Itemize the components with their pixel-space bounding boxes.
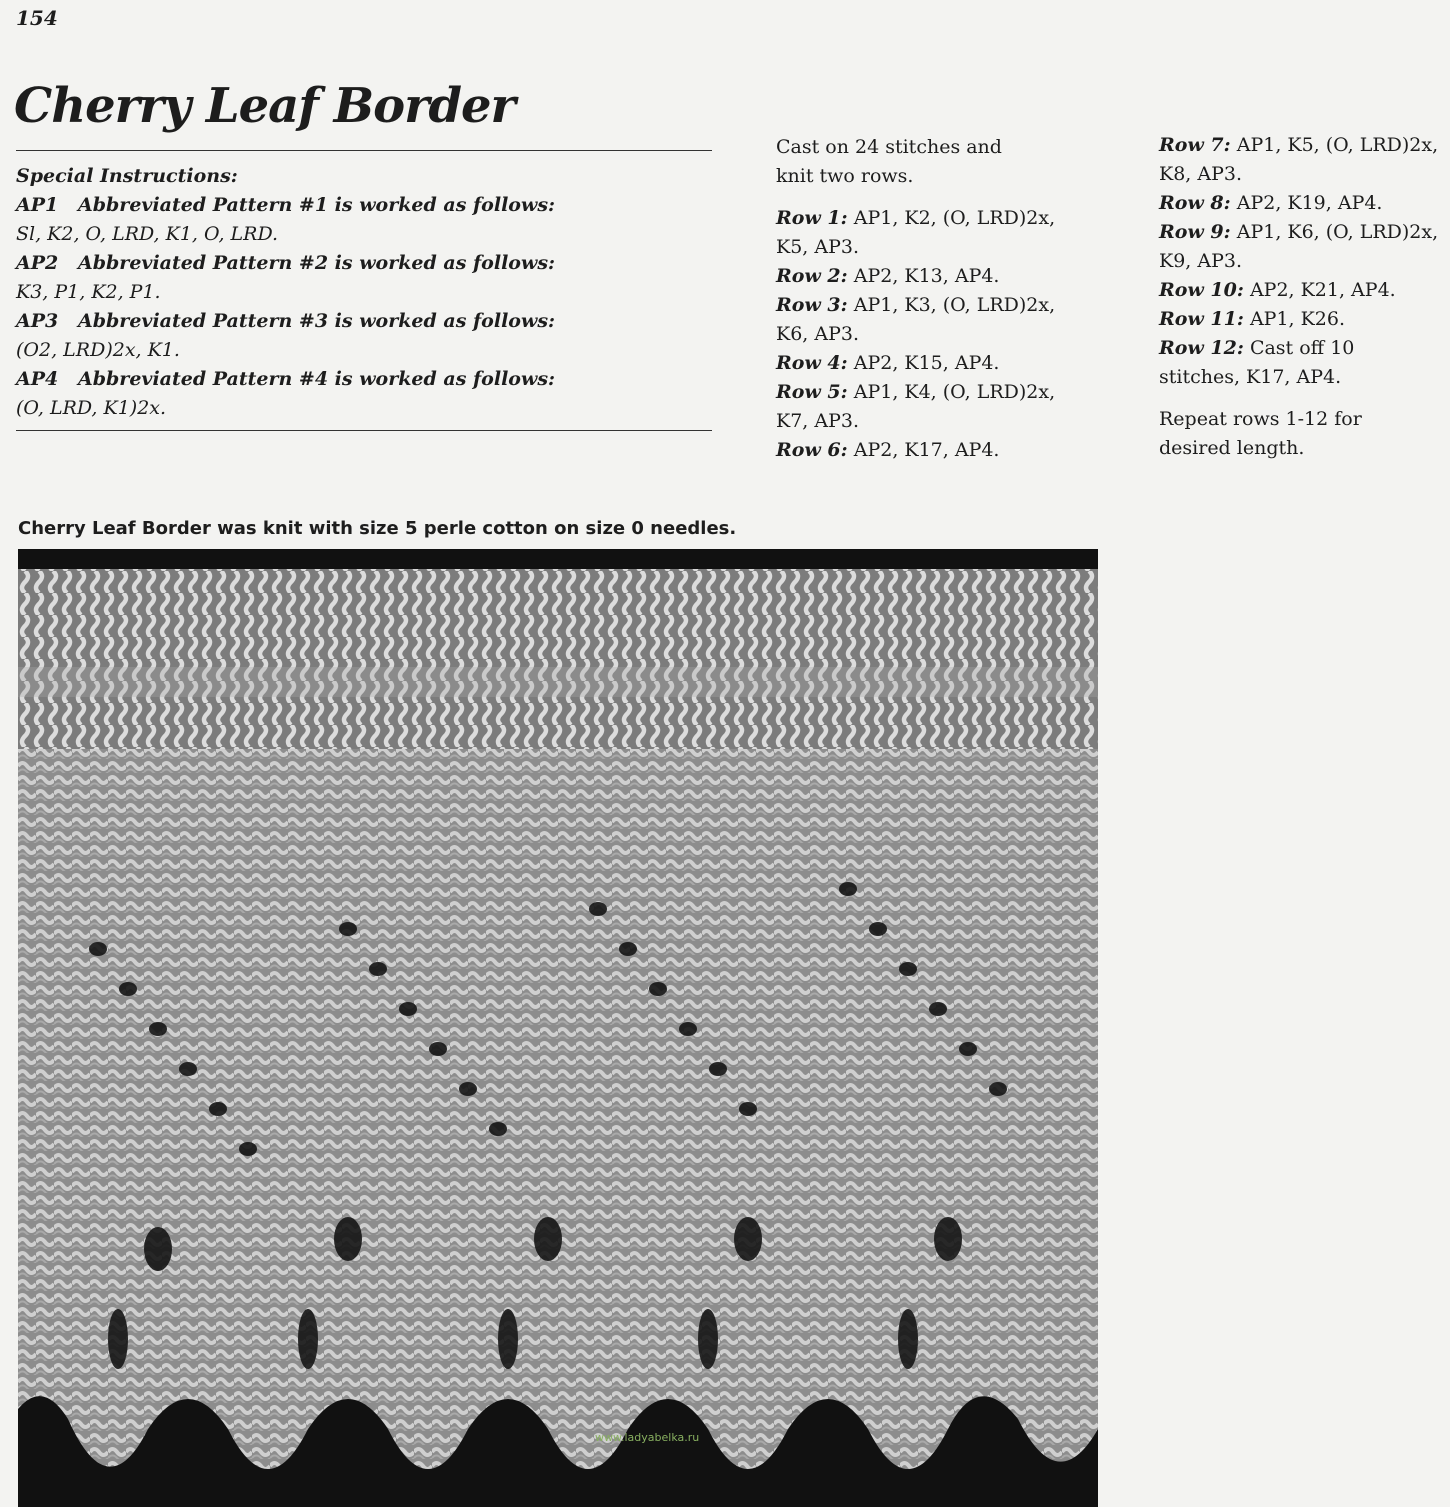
divider-bottom <box>16 430 712 431</box>
ap3-abbr: AP3 <box>16 310 59 332</box>
ap4-abbr: AP4 <box>16 368 59 390</box>
row-3 <box>776 291 1136 320</box>
photo-caption: Cherry Leaf Border was knit with size 5 perle cotton on size 0 needles. <box>18 518 737 539</box>
cast-on-line: Cast on 24 stitches and <box>776 136 1002 158</box>
row-2 <box>776 262 1136 291</box>
row-label: Row 3: <box>776 294 848 316</box>
repeat-line: Repeat rows 1-12 for <box>1159 408 1362 430</box>
watermark: www.ladyabelka.ru <box>595 1431 700 1444</box>
cast-on-line: knit two rows. <box>776 165 914 187</box>
instructions-column-2 <box>1159 131 1449 463</box>
ap4-steps: (O, LRD, K1)2x. <box>16 397 167 419</box>
row-text: AP1, K4, (O, LRD)2x, <box>853 381 1056 403</box>
row-8 <box>1159 189 1449 218</box>
repeat-instruction <box>1159 405 1449 463</box>
cast-on-instruction <box>776 133 1136 191</box>
ap3-definition <box>16 307 716 336</box>
ap1-definition <box>16 191 716 220</box>
row-4 <box>776 349 1136 378</box>
ap2-definition <box>16 249 716 278</box>
row-label: Row 2: <box>776 265 848 287</box>
ap2-steps: K3, P1, K2, P1. <box>16 281 161 303</box>
row-3-cont: K6, AP3. <box>776 323 859 345</box>
row-text: AP1, K3, (O, LRD)2x, <box>853 294 1056 316</box>
row-label: Row 8: <box>1159 192 1231 214</box>
row-12-cont: stitches, K17, AP4. <box>1159 366 1342 388</box>
row-label: Row 10: <box>1159 279 1244 301</box>
page-number: 154 <box>16 6 58 30</box>
row-5-cont: K7, AP3. <box>776 410 859 432</box>
row-9-cont: K9, AP3. <box>1159 250 1242 272</box>
repeat-line: desired length. <box>1159 437 1305 459</box>
row-text: AP1, K2, (O, LRD)2x, <box>853 207 1056 229</box>
row-9 <box>1159 218 1449 247</box>
row-label: Row 6: <box>776 439 848 461</box>
row-text: AP2, K17, AP4. <box>853 439 1000 461</box>
row-5 <box>776 378 1136 407</box>
special-instructions <box>16 162 716 423</box>
row-10 <box>1159 276 1449 305</box>
row-12 <box>1159 334 1449 363</box>
row-11 <box>1159 305 1449 334</box>
special-instructions-heading: Special Instructions: <box>16 165 238 187</box>
divider-top <box>16 150 712 151</box>
row-7-cont: K8, AP3. <box>1159 163 1242 185</box>
row-1 <box>776 204 1136 233</box>
ap3-description: Abbreviated Pattern #3 is worked as follows: <box>78 310 556 332</box>
row-label: Row 11: <box>1159 308 1244 330</box>
page-title: Cherry Leaf Border <box>14 78 515 134</box>
row-text: AP2, K21, AP4. <box>1249 279 1396 301</box>
row-text: AP2, K15, AP4. <box>853 352 1000 374</box>
row-6 <box>776 436 1136 465</box>
row-label: Row 12: <box>1159 337 1244 359</box>
ap2-abbr: AP2 <box>16 252 59 274</box>
row-text: Cast off 10 <box>1249 337 1355 359</box>
ap1-description: Abbreviated Pattern #1 is worked as follows: <box>78 194 556 216</box>
ap1-abbr: AP1 <box>16 194 59 216</box>
row-1-cont: K5, AP3. <box>776 236 859 258</box>
row-label: Row 4: <box>776 352 848 374</box>
row-text: AP1, K6, (O, LRD)2x, <box>1236 221 1439 243</box>
row-label: Row 5: <box>776 381 848 403</box>
ap2-description: Abbreviated Pattern #2 is worked as follows: <box>78 252 556 274</box>
ap3-steps: (O2, LRD)2x, K1. <box>16 339 180 361</box>
row-label: Row 1: <box>776 207 848 229</box>
row-text: AP2, K19, AP4. <box>1236 192 1383 214</box>
row-text: AP1, K5, (O, LRD)2x, <box>1236 134 1439 156</box>
row-text: AP1, K26. <box>1249 308 1346 330</box>
row-text: AP2, K13, AP4. <box>853 265 1000 287</box>
row-7 <box>1159 131 1449 160</box>
instructions-column-1 <box>776 133 1136 465</box>
ap1-steps: Sl, K2, O, LRD, K1, O, LRD. <box>16 223 279 245</box>
row-label: Row 7: <box>1159 134 1231 156</box>
ap4-description: Abbreviated Pattern #4 is worked as follows: <box>78 368 556 390</box>
row-label: Row 9: <box>1159 221 1231 243</box>
ap4-definition <box>16 365 716 394</box>
lace-photo <box>18 549 1098 1507</box>
